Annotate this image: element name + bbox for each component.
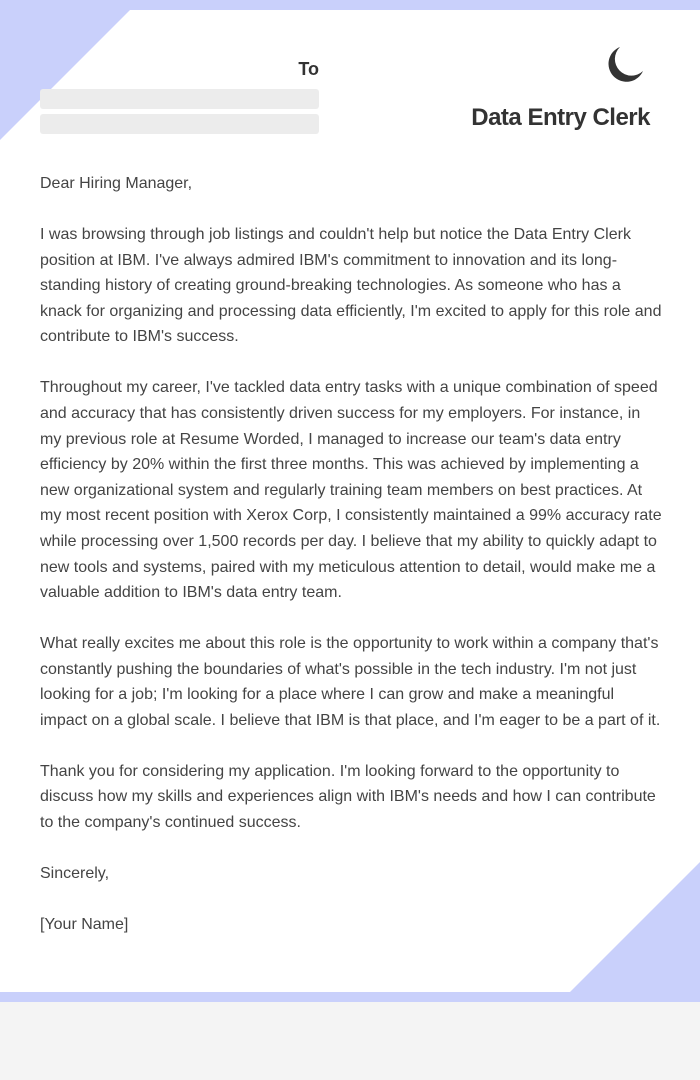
- moon-icon: [604, 44, 646, 86]
- letter-paragraph: What really excites me about this role is the opportunity to work within a company that's constantly pushing the boundaries of what's possible in the tech industry. I'm not just looking for a job; I'm looking for a place where I can grow and make a meaningful impact on a global scale. I believe that IBM is that place, and I'm eager to be a part of it.: [40, 635, 661, 729]
- letter-paragraph: I was browsing through job listings and couldn't help but notice the Data Entry Clerk position at IBM. I've always admired IBM's commitment to innovation and its long-standing history of creating ground-breaking technologies. As someone who has a knack for organizing and processing data efficiently, I'm excited to apply for this role and contribute to IBM's success.: [40, 225, 662, 346]
- letter-greeting: Dear Hiring Manager,: [40, 175, 193, 192]
- letter-paragraph: Thank you for considering my application. I'm looking forward to the opportunity to discuss how my skills and experiences align with IBM's needs and how I can contribute to the company's continued success.: [40, 762, 656, 832]
- recipient-placeholder-line-2: [40, 114, 319, 134]
- job-title: Data Entry Clerk: [471, 104, 650, 131]
- letter-paragraph: Throughout my career, I've tackled data entry tasks with a unique combination of speed and accuracy that has consistently driven success for my employers. For instance, in my previous role at Resume Worded, I managed to increase our team's data entry efficiency by 20% within the first three months. This was achieved by implementing a new organizational system and regularly training team members on best practices. At my most recent position with Xerox Corp, I consistently maintained a 99% accuracy rate while processing over 1,500 records per day. I believe that my ability to quickly adapt to new tools and systems, paired with my meticulous attention to detail, would make me a valuable addition to IBM's data entry team.: [40, 379, 662, 602]
- recipient-label: To: [298, 59, 319, 79]
- letter-body: [40, 171, 665, 963]
- letter-closing: Sincerely,: [40, 865, 110, 883]
- recipient-placeholder-line-1: [40, 89, 319, 109]
- letter-signature: [Your Name]: [40, 916, 129, 933]
